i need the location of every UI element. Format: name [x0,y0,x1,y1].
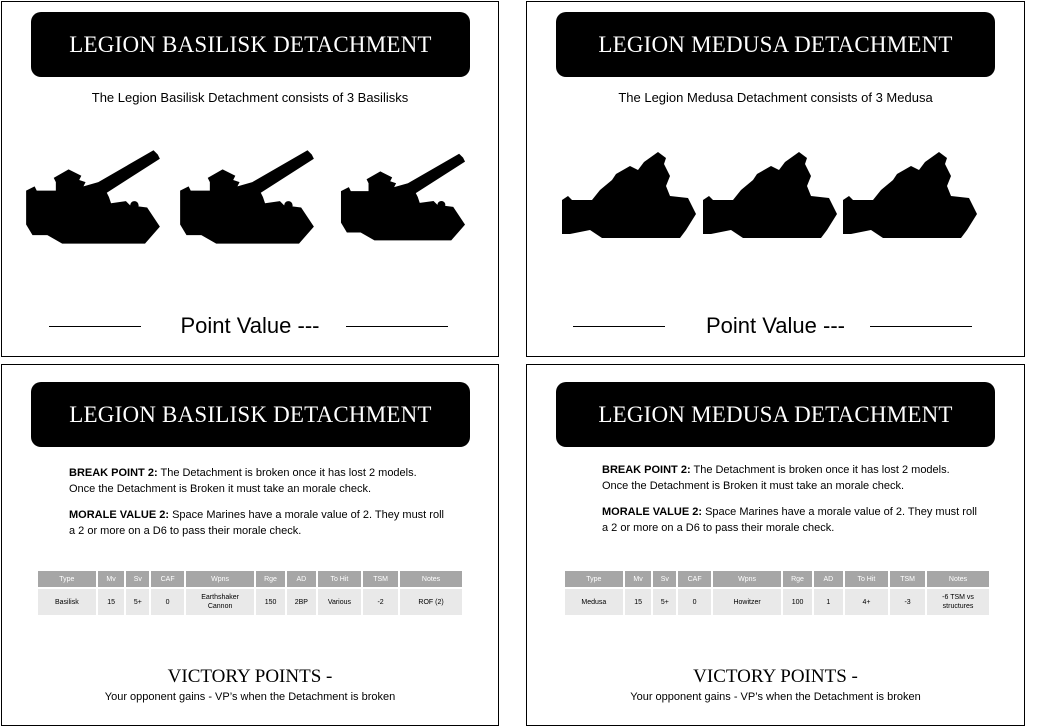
break-point-label: BREAK POINT 2: [602,464,691,476]
table-cell: 5+ [653,589,676,615]
morale-value-label: MORALE VALUE 2: [602,506,703,518]
medusa-silhouette-icon [560,147,698,247]
card-title: LEGION BASILISK DETACHMENT [31,12,470,77]
stats-table [36,571,464,615]
divider-line [870,326,972,327]
table-cell: 150 [256,589,285,615]
header-cell: CAF [678,571,711,587]
table-cell: 5+ [126,589,149,615]
table-cell: -3 [890,589,925,615]
table-cell: 0 [151,589,184,615]
header-cell: Type [565,571,623,587]
header-cell: Sv [126,571,149,587]
morale-value-label: MORALE VALUE 2: [69,509,170,521]
break-point-rule [602,462,977,494]
header-cell: Notes [927,571,989,587]
table-cell: -2 [363,589,398,615]
header-cell: To Hit [845,571,888,587]
table-cell: Basilisk [38,589,96,615]
victory-points-title: VICTORY POINTS - [693,666,858,687]
victory-points-text: Your opponent gains - VP’s when the Detachment is broken [630,691,921,703]
rules-text [69,465,444,549]
table-cell: Earthshaker Cannon [186,589,254,615]
stats-table [563,571,991,615]
vehicle-row [2,142,498,252]
break-point-text: The Detachment is broken once it has lost 2 models. Once the Detachment is Broken it must take an morale check. [602,464,950,492]
break-point-rule [69,465,444,497]
stats-header-row [38,571,462,587]
header-cell: Notes [400,571,462,587]
header-cell: TSM [363,571,398,587]
table-cell: -6 TSM vs structures [927,589,989,615]
break-point-label: BREAK POINT 2: [69,467,158,479]
point-value: Point Value --- [706,313,845,338]
point-value-row [527,311,1024,341]
rules-text [602,462,977,546]
victory-points-title: VICTORY POINTS - [167,666,333,687]
header-cell: Rge [256,571,285,587]
header-cell: Wpns [186,571,254,587]
basilisk-back-card [1,364,499,726]
header-cell: Type [38,571,96,587]
table-cell: ROF (2) [400,589,462,615]
table-cell: 100 [783,589,812,615]
morale-value-rule [69,507,444,539]
divider-line [346,326,448,327]
card-subtitle: The Legion Medusa Detachment consists of 3 Medusa [618,90,933,105]
header-cell: Wpns [713,571,781,587]
stats-row [38,589,462,615]
header-cell: Mv [98,571,125,587]
basilisk-front-card [1,1,499,357]
header-cell: Mv [625,571,652,587]
header-cell: AD [287,571,316,587]
vehicle-row [527,147,1024,249]
victory-points-text: Your opponent gains - VP’s when the Detachment is broken [104,691,396,703]
header-cell: AD [814,571,843,587]
header-cell: Rge [783,571,812,587]
point-value-row [2,311,498,341]
card-subtitle: The Legion Basilisk Detachment consists of 3 Basilisks [91,90,409,105]
basilisk-silhouette-icon [339,144,467,252]
table-cell: 15 [98,589,125,615]
medusa-silhouette-icon [701,147,839,247]
table-cell: 15 [625,589,652,615]
table-cell: 4+ [845,589,888,615]
table-cell: 2BP [287,589,316,615]
header-cell: CAF [151,571,184,587]
table-cell: Howitzer [713,589,781,615]
header-cell: TSM [890,571,925,587]
header-cell: To Hit [318,571,361,587]
card-title: LEGION MEDUSA DETACHMENT [556,382,995,447]
morale-value-text: Space Marines have a morale value of 2. They must roll a 2 or more on a D6 to pass their morale check. [602,506,977,534]
break-point-text: The Detachment is broken once it has lost 2 models. Once the Detachment is Broken it must take an morale check. [69,467,417,495]
table-cell: 0 [678,589,711,615]
table-cell: 1 [814,589,843,615]
basilisk-silhouette-icon [178,144,316,252]
stats-row [565,589,989,615]
morale-value-rule [602,504,977,536]
card-title: LEGION BASILISK DETACHMENT [31,382,470,447]
medusa-front-card [526,1,1025,357]
point-value: Point Value --- [180,313,320,338]
header-cell: Sv [653,571,676,587]
table-cell: Various [318,589,361,615]
basilisk-silhouette-icon [24,144,162,252]
card-title: LEGION MEDUSA DETACHMENT [556,12,995,77]
medusa-back-card [526,364,1025,726]
medusa-silhouette-icon [841,147,979,247]
stats-header-row [565,571,989,587]
table-cell: Medusa [565,589,623,615]
morale-value-text: Space Marines have a morale value of 2. They must roll a 2 or more on a D6 to pass their morale check. [69,509,444,537]
